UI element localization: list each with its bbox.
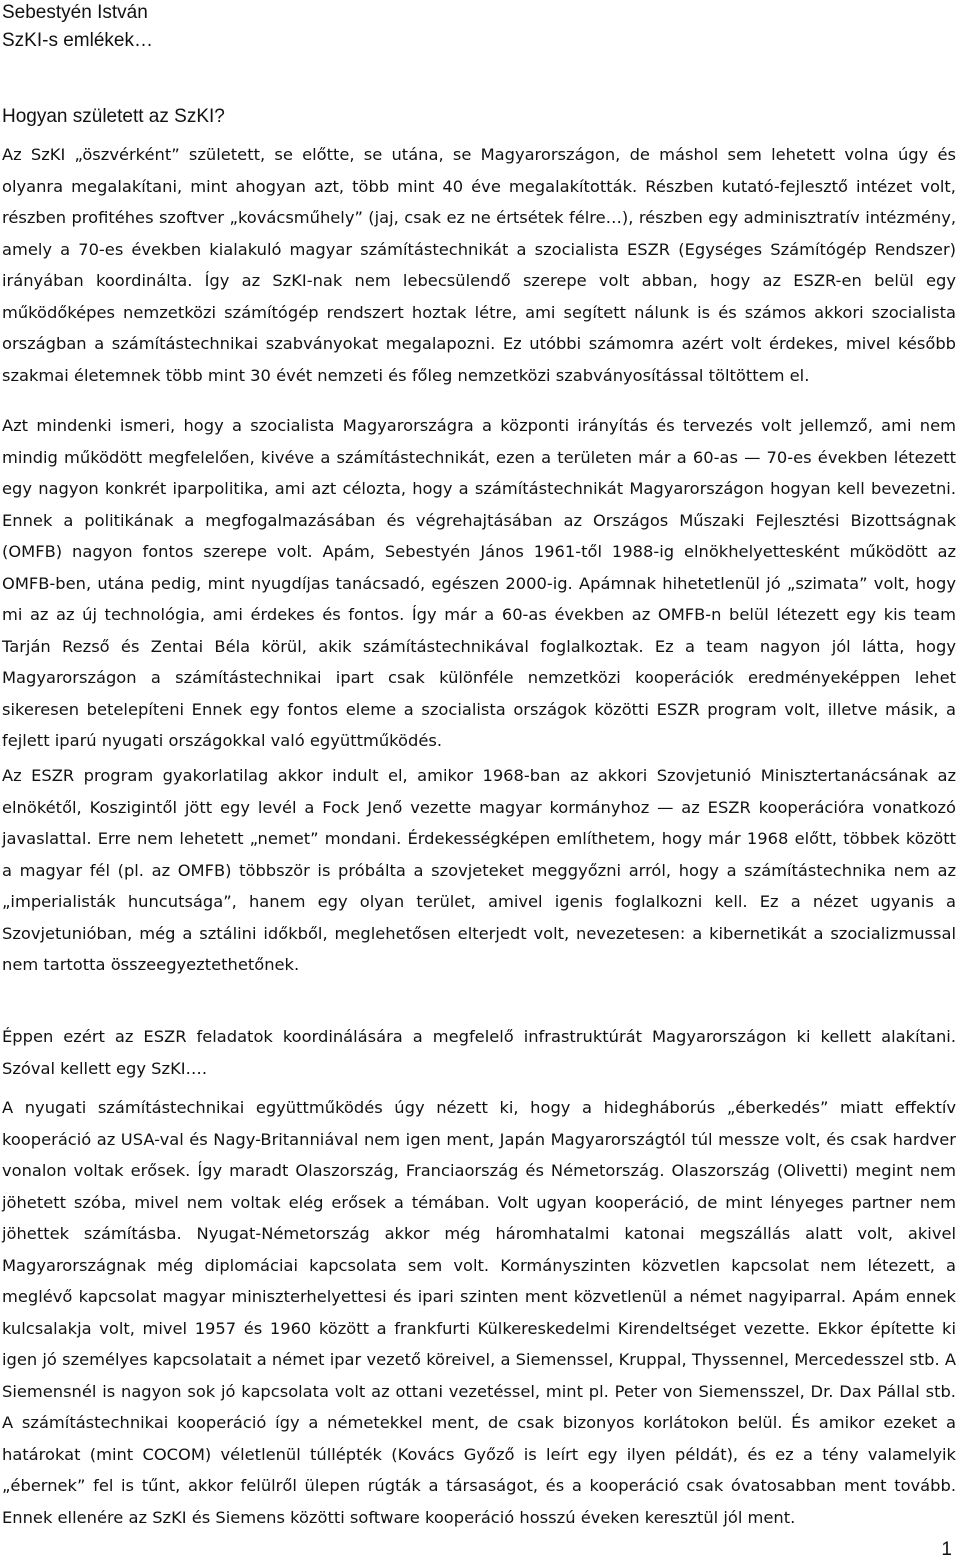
paragraph-szki-origins: Az SzKI „öszvérként” született, se előtte, se utána, se Magyarországon, de máshol sem lehetett volna úgy és olyanra megalakítani, mint ahogyan azt, több mint 40 éve megalakították. Részben kutató-fejlesztő intézet volt, részben profitéhes szoftver „kovácsműhely” (jaj, csak ez ne értsétek félre…), részben egy adminisztratív intézmény, amely a 70-es években kialakuló magyar számítástechnikát a szocialista ESZR (Egységes Számítógép Rendszer) irányában koordinálta. Így az SzKI-nak nem lebecsülendő szerepe volt abban, hogy az ESZR-en belül egy működőképes nemzetközi számítógép rendszert hoztak létre, ami segített nálunk is és számos akkori szocialista országban a számítástechnikai szabványokat megalapozni. Ez utóbbi számomra azért volt érdekes, mivel később szakmai életemnek több mint 30 évét nemzeti és főleg nemzetközi szabványosítással töltöttem el. [2,145,956,385]
paragraph-eszr-coordination: Éppen ezért az ESZR feladatok koordinálására a megfelelő infrastruktúrát Magyarországon ki kellett alakítani. Szóval kellett egy SzKI…. [2,1027,956,1078]
document-title: SzKI-s emlékek… [2,30,153,51]
page-number: 1 [941,1539,952,1560]
paragraph-central-planning: Azt mindenki ismeri, hogy a szocialista Magyarországra a központi irányítás és tervezés volt jellemző, ami nem mindig működött megfelelően, kivéve a számítástechnikát, ezen a területen már a 60-as — 70-es években létezett egy nagyon konkrét iparpolitika, ami azt célozta, hogy a számítástechnikát Magyarországon hogyan kell bevezetni. Ennek a politikának a megfogalmazásában és végrehajtásában az Országos Műszaki Fejlesztési Bizottságnak (OMFB) nagyon fontos szerepe volt. Apám, Sebestyén János 1961-től 1988-ig elnökhelyettesként működött az OMFB-ben, utána pedig, mint nyugdíjas tanácsadó, egészen 2000-ig. Apámnak hihetetlenül jó „szimata” volt, hogy mi az az új technológia, ami érdekes és fontos. Így már a 60-as években az OMFB-n belül létezett egy kis team Tarján Rezső és Zentai Béla körül, akik számítástechnikával foglalkoztak. Ez a team nagyon jól látta, hogy Magyarországon a számítástechnikai ipart csak különféle nemzetközi kooperációk eredményeképpen lehet sikeresen betelepíteni Ennek egy fontos eleme a szocialista országok közötti ESZR program volt, illetve másik, a fejlett iparú nyugati országokkal való együttműködés. [2,416,956,750]
paragraph-eszr-program: Az ESZR program gyakorlatilag akkor indult el, amikor 1968-ban az akkori Szovjetunió Minisztertanácsának az elnökétől, Koszigintől jött egy levél a Fock Jenő vezette magyar kormányhoz — az ESZR kooperációra vonatkozó javaslattal. Erre nem lehetett „nemet” mondani. Érdekességképen említhetem, hogy már 1968 előtt, többek között a magyar fél (pl. az OMFB) többször is próbálta a szovjeteket meggyőzni arról, hogy a számítástechnika nem az „imperialisták huncutsága”, hanem egy olyan terület, amivel igenis foglalkozni kell. Ez a nézet ugyanis a Szovjetunióban, még a sztálini időkből, meglehetősen elterjedt volt, nevezetesen: a kibernetikát a szocializmussal nem tartotta összeegyeztethetőnek. [2,766,956,974]
section-heading: Hogyan született az SzKI? [2,106,225,127]
paragraph-western-cooperation: A nyugati számítástechnikai együttműködés úgy nézett ki, hogy a hidegháborús „éberkedés” miatt effektív kooperáció az USA-val és Nagy-Britanniával nem igen ment, Japán Magyarországtól túl messze volt, és csak hardver vonalon voltak erősek. Így maradt Olaszország, Franciaország és Németország. Olaszország (Olivetti) megint nem jöhetett szóba, mivel nem voltak elég erősek a témában. Volt ugyan kooperáció, de mint lényeges partner nem jöhettek számításba. Nyugat-Németország akkor még háromhatalmi katonai megszállás alatt volt, akivel Magyarországnak még diplomáciai kapcsolata sem volt. Kormányszinten közvetlen kapcsolat nem létezett, a meglévő kapcsolat magyar miniszterhelyettesi és ipari szinten ment közvetlenül a német nagyiparral. Apám ennek kulcsalakja volt, mivel 1957 és 1960 között a frankfurti Külkereskedelmi Kirendeltséget vezette. Ekkor építette ki igen jó személyes kapcsolatait a német ipar vezető köreivel, a Siemenssel, Kruppal, Thyssennel, Mercedesszel stb. A Siemensnél is nagyon sok jó kapcsolata volt az ottani vezetéssel, mint pl. Peter von Siemensszel, Dr. Dax Pállal stb. A számítástechnikai kooperáció így a németekkel ment, de csak bizonyos korlátokon belül. És amikor ezeket a határokat (mint COCOM) véletlenül túllépték (Kovács Győző is leírt egy ilyen példát), és ez a tény valamelyik „ébernek” fel is tűnt, akkor felülről ülepen rúgták a társaságot, és a kooperáció csak óvatosabban ment tovább. Ennek ellenére az SzKI és Siemens közötti software kooperáció hosszú éveken keresztül jól ment. [2,1098,956,1527]
author-name: Sebestyén István [2,2,148,23]
